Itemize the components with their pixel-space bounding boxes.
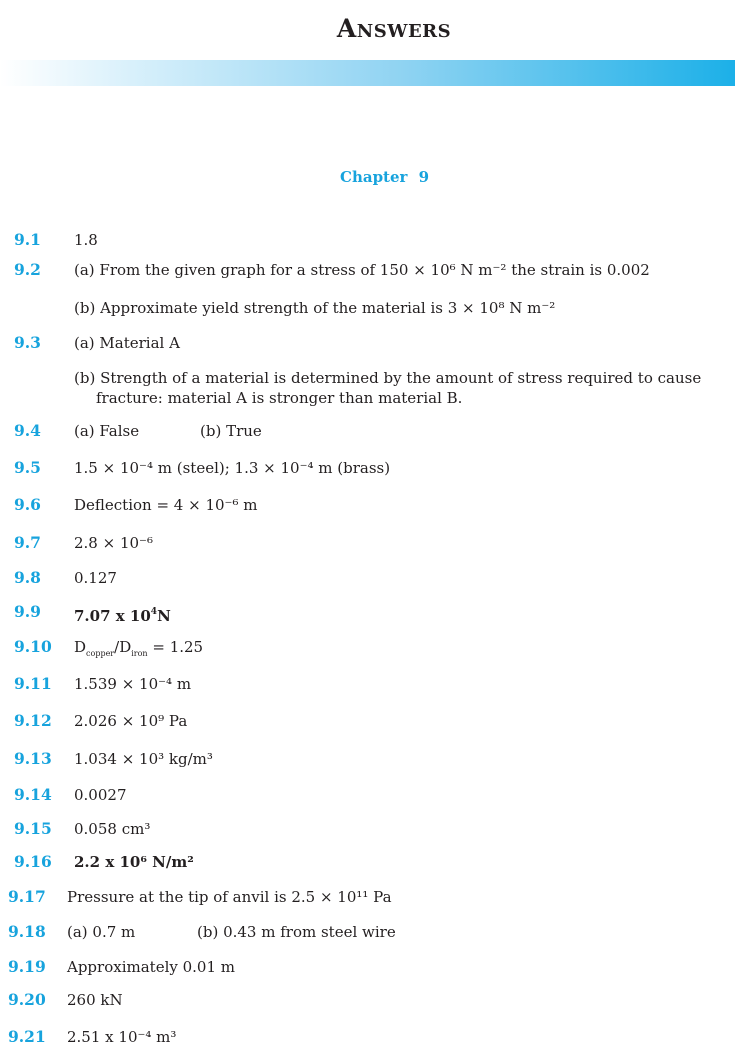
answer-number: 9.4	[14, 421, 41, 440]
answer-number: 9.9	[14, 602, 41, 621]
answer-number: 9.12	[14, 711, 52, 730]
answer-number: 9.8	[14, 568, 41, 587]
answer-text: Pressure at the tip of anvil is 2.5 × 10¹¹ Pa	[67, 888, 392, 906]
title-gradient-band	[0, 60, 735, 86]
answer-number: 9.17	[8, 887, 46, 906]
page-title: Answers	[336, 14, 452, 43]
answer-number: 9.21	[8, 1027, 46, 1046]
answer-number: 9.10	[14, 637, 52, 656]
answer-text: 7.07 x $10^4N$	[74, 607, 171, 625]
answer-text: 2.8 × 10⁻⁶	[74, 534, 153, 552]
answer-number: 9.16	[14, 852, 52, 871]
answer-number: 9.11	[14, 674, 52, 693]
answer-text: 260 kN	[67, 991, 123, 1009]
answer-text: (a) False (b) True	[74, 422, 262, 440]
answer-text: 0.127	[74, 569, 117, 587]
answer-number: 9.14	[14, 785, 52, 804]
answer-text: (a) Material A	[74, 334, 180, 352]
answer-number: 9.2	[14, 260, 41, 279]
answer-number: 9.5	[14, 458, 41, 477]
answer-number: 9.3	[14, 333, 41, 352]
answer-text: (a) From the given graph for a stress of 150 × 10⁶ N m⁻² the strain is 0.002	[74, 261, 650, 279]
answer-number: 9.19	[8, 957, 46, 976]
answer-text: Deflection = 4 × 10⁻⁶ m	[74, 496, 258, 514]
answer-text: 0.0027	[74, 786, 127, 804]
answer-number: 9.18	[8, 922, 46, 941]
answer-number: 9.7	[14, 533, 41, 552]
answer-text: (b) Approximate yield strength of the material is 3 × 10⁸ N m⁻²	[74, 299, 556, 317]
answer-text: 2.026 × 10⁹ Pa	[74, 712, 188, 730]
answer-text: 1.539 × 10⁻⁴ m	[74, 675, 192, 693]
answer-text: 1.5 × 10⁻⁴ m (steel); 1.3 × 10⁻⁴ m (brass)	[74, 459, 391, 477]
answer-text: 1.8	[74, 231, 98, 249]
answer-text: (a) 0.7 m (b) 0.43 m from steel wire	[67, 923, 396, 941]
answer-text: 2.2 x 10⁶ N/m²	[74, 853, 194, 871]
answer-text: 0.058 cm³	[74, 820, 151, 838]
chapter-heading: Chapter 9	[340, 168, 430, 186]
answer-number: 9.6	[14, 495, 41, 514]
answer-number: 9.13	[14, 749, 52, 768]
answer-text: 2.51 x 10⁻⁴ m³	[67, 1028, 177, 1046]
answer-text: (b) Strength of a material is determined by the amount of stress required to cause fracture: material A is stronger than material B.	[74, 369, 702, 407]
answer-text: 1.034 × 10³ kg/m³	[74, 750, 213, 768]
answer-number: 9.20	[8, 990, 46, 1009]
answer-number: 9.1	[14, 230, 41, 249]
answer-text: Approximately 0.01 m	[67, 958, 235, 976]
answer-text: $D_{copper}/D_{iron} = 1.25$	[74, 638, 204, 658]
answer-number: 9.15	[14, 819, 52, 838]
